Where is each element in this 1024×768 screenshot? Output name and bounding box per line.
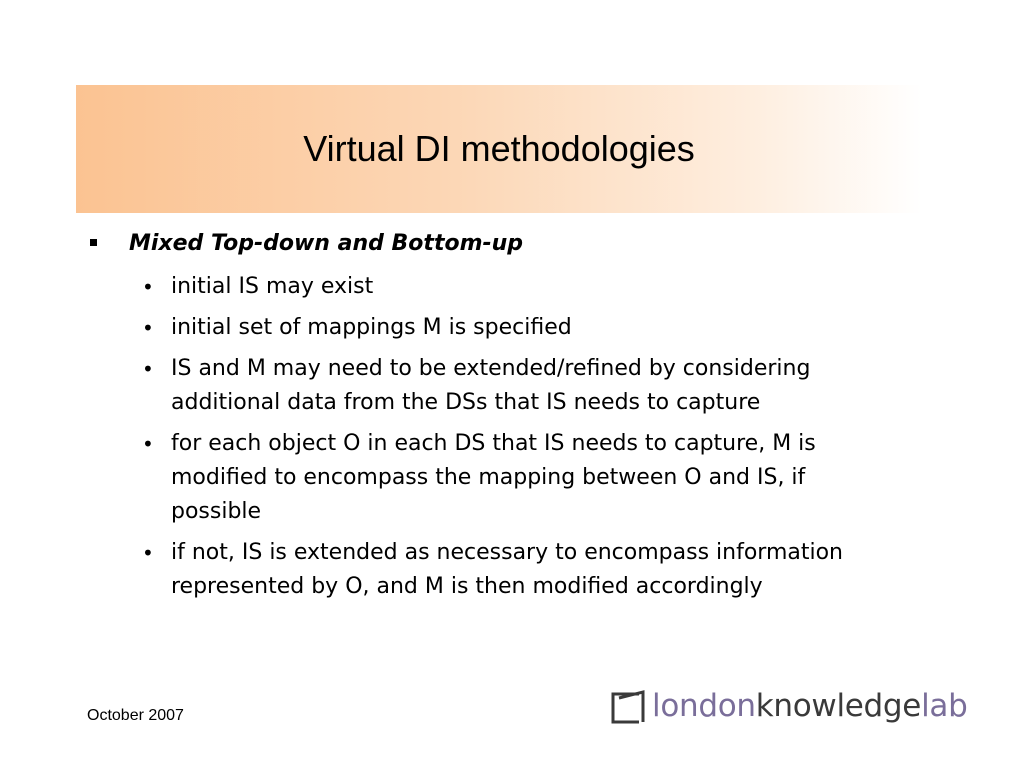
bullet-text: initial set of mappings M is specified (171, 315, 572, 340)
slide-content (90, 228, 970, 611)
logo-word-knowledge: knowledge (755, 688, 922, 724)
bullet-list (90, 270, 970, 604)
bullet-text: initial IS may exist (171, 274, 374, 299)
square-bullet-icon (90, 239, 97, 246)
bullet-dot-icon: • (142, 357, 154, 381)
bullet-text: if not, IS is extended as necessary to encompass information represented by O, and M is then modified accordingly (171, 540, 843, 599)
bullet-text: for each object O in each DS that IS needs to capture, M is modified to encompass the mapping between O and IS, if possible (171, 431, 816, 524)
bullet-dot-icon: • (142, 432, 154, 456)
footer-date: October 2007 (87, 707, 184, 724)
bullet-dot-icon: • (142, 316, 154, 340)
bullet-item (90, 352, 871, 420)
logo-word-london: london (652, 688, 756, 724)
bullet-item (90, 427, 871, 529)
slide-title: Virtual DI methodologies (303, 128, 695, 169)
london-knowledge-lab-logo (609, 684, 1001, 732)
logo-word-lab: lab (921, 688, 968, 724)
open-square-icon (609, 688, 647, 726)
title-band (76, 85, 922, 213)
logo-wordmark (652, 686, 967, 726)
bullet-dot-icon: • (142, 541, 154, 565)
bullet-dot-icon: • (142, 275, 154, 299)
level1-heading: Mixed Top-down and Bottom-up (129, 231, 524, 256)
bullet-item (90, 311, 871, 345)
level1-item (90, 228, 970, 260)
bullet-text: IS and M may need to be extended/refined by considering additional data from the DSs that IS needs to capture (171, 356, 811, 415)
bullet-item (90, 270, 871, 304)
bullet-item (90, 536, 871, 604)
